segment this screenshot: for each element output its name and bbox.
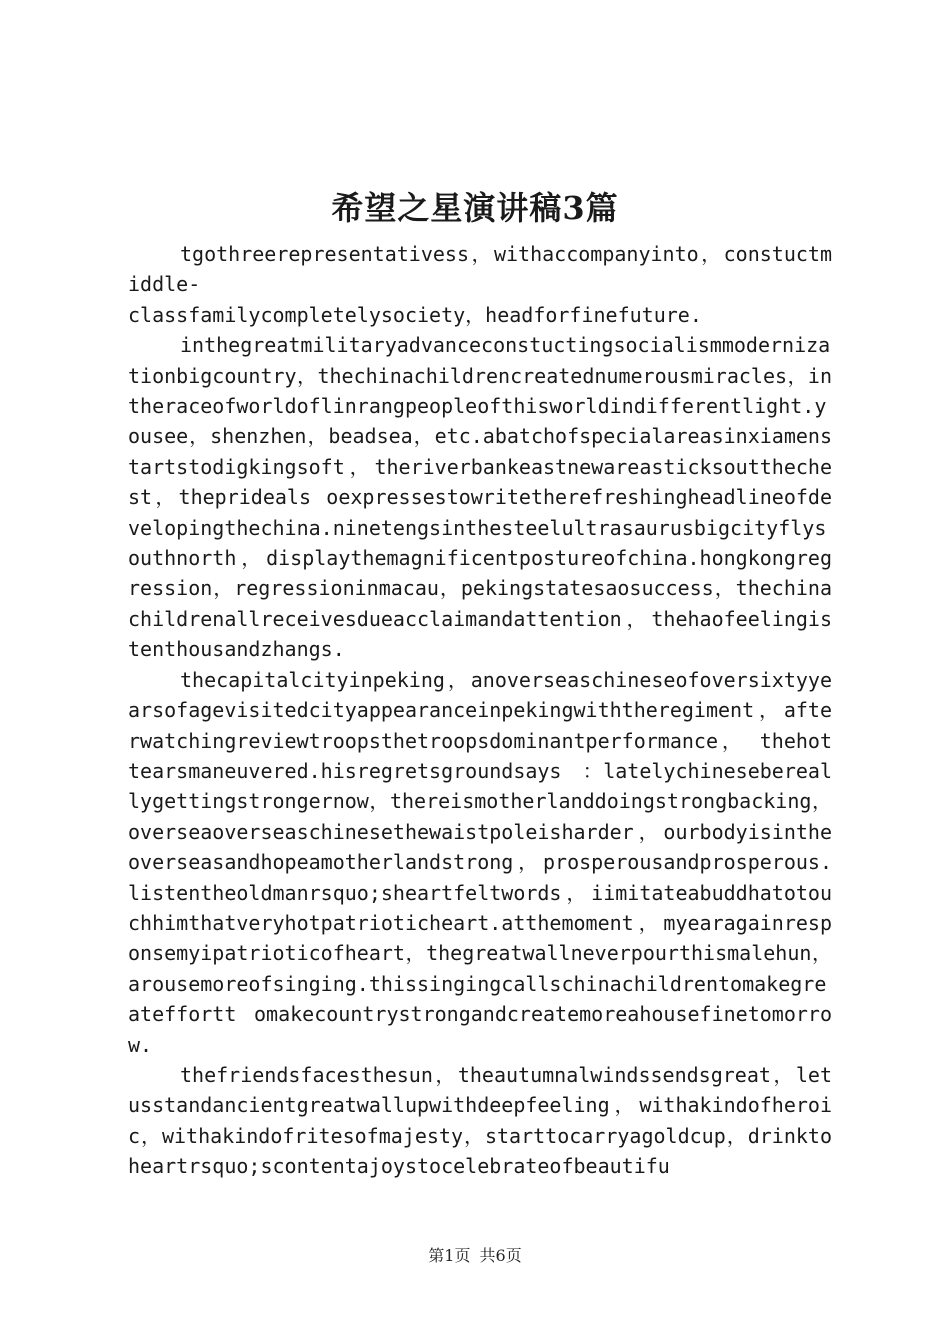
page-footer [0,1243,950,1266]
paragraph-1: tgothreerepresentativess，withaccompanyinto，constuctmiddle- [128,242,832,297]
document-body-viewport [128,239,832,1182]
document-body [128,239,832,1182]
paragraph-3: thecapitalcityinpeking，anoverseaschineseofoversixtyyearsofagevisitedcityappearanceinpekingwiththeregiment，afterwatchingreviewtroopsthetroopsdominantperformance， thehottearsmaneuvered.hisregretsgroundsays ：latelychinesebereallygettingstrongernow，thereismotherlanddoingstrongbacking，overseaoverseaschinesethewaistpoleisharder，ourbodyisintheoverseasandhopeamotherlandstrong，prosperousandprosperous.listentheoldmanrsquo;sheartfeltwords，iimitateabuddhatotouchhimthatveryhotpatrioticheart.atthemoment，myearagainresponsemyipatrioticofheart，thegreatwallneverpourthismalehun，arousemoreofsinging.thissingingcallschinachildrentomakegreateffortt omakecountrystrongandcreatemoreahousefinetomorrow. [128,667,832,1057]
document-title: 希望之星演讲稿3篇 [331,189,619,227]
paragraph-4: thefriendsfacesthesun，theautumnalwindssendsgreat，letusstandancientgreatwallupwithdeepfeeling，withakindofheroic，withakindofritesofmajesty，starttocarryagoldcup，drinktoheartrsquo;scontentajoystocelebrateofbeautifu [128,1062,832,1179]
paragraph-2: inthegreatmilitaryadvanceconstuctingsocialismmodernizationbigcountry，thechinachildrencreatednumerousmiracles，intheraceofworldoflinrangpeopleofthisworldindifferentlight.yousee，shenzhen，beadsea，etc.abatchofspecialareasinxiamenstartstodigkingsoft，theriverbankeastnewareasticksoutthechest，theprideals oexpressestowritetherefreshingheadlineofdevelopingthechina.ninetengsinthesteelultrasaurusbigcityflysouthnorth，displaythemagnificentpostureofchina.hongkongregression，regressioninmacau，pekingstatesaosuccess，thechinachildrenallreceivesdueacclaimandattention，thehaofeelingistenthousandzhangs. [128,333,832,662]
page-total: 共6页 [479,1246,522,1265]
paragraph-1-continued: classfamilycompletelysociety，headforfinefuture. [128,302,702,327]
page-number: 第1页 [428,1246,471,1265]
